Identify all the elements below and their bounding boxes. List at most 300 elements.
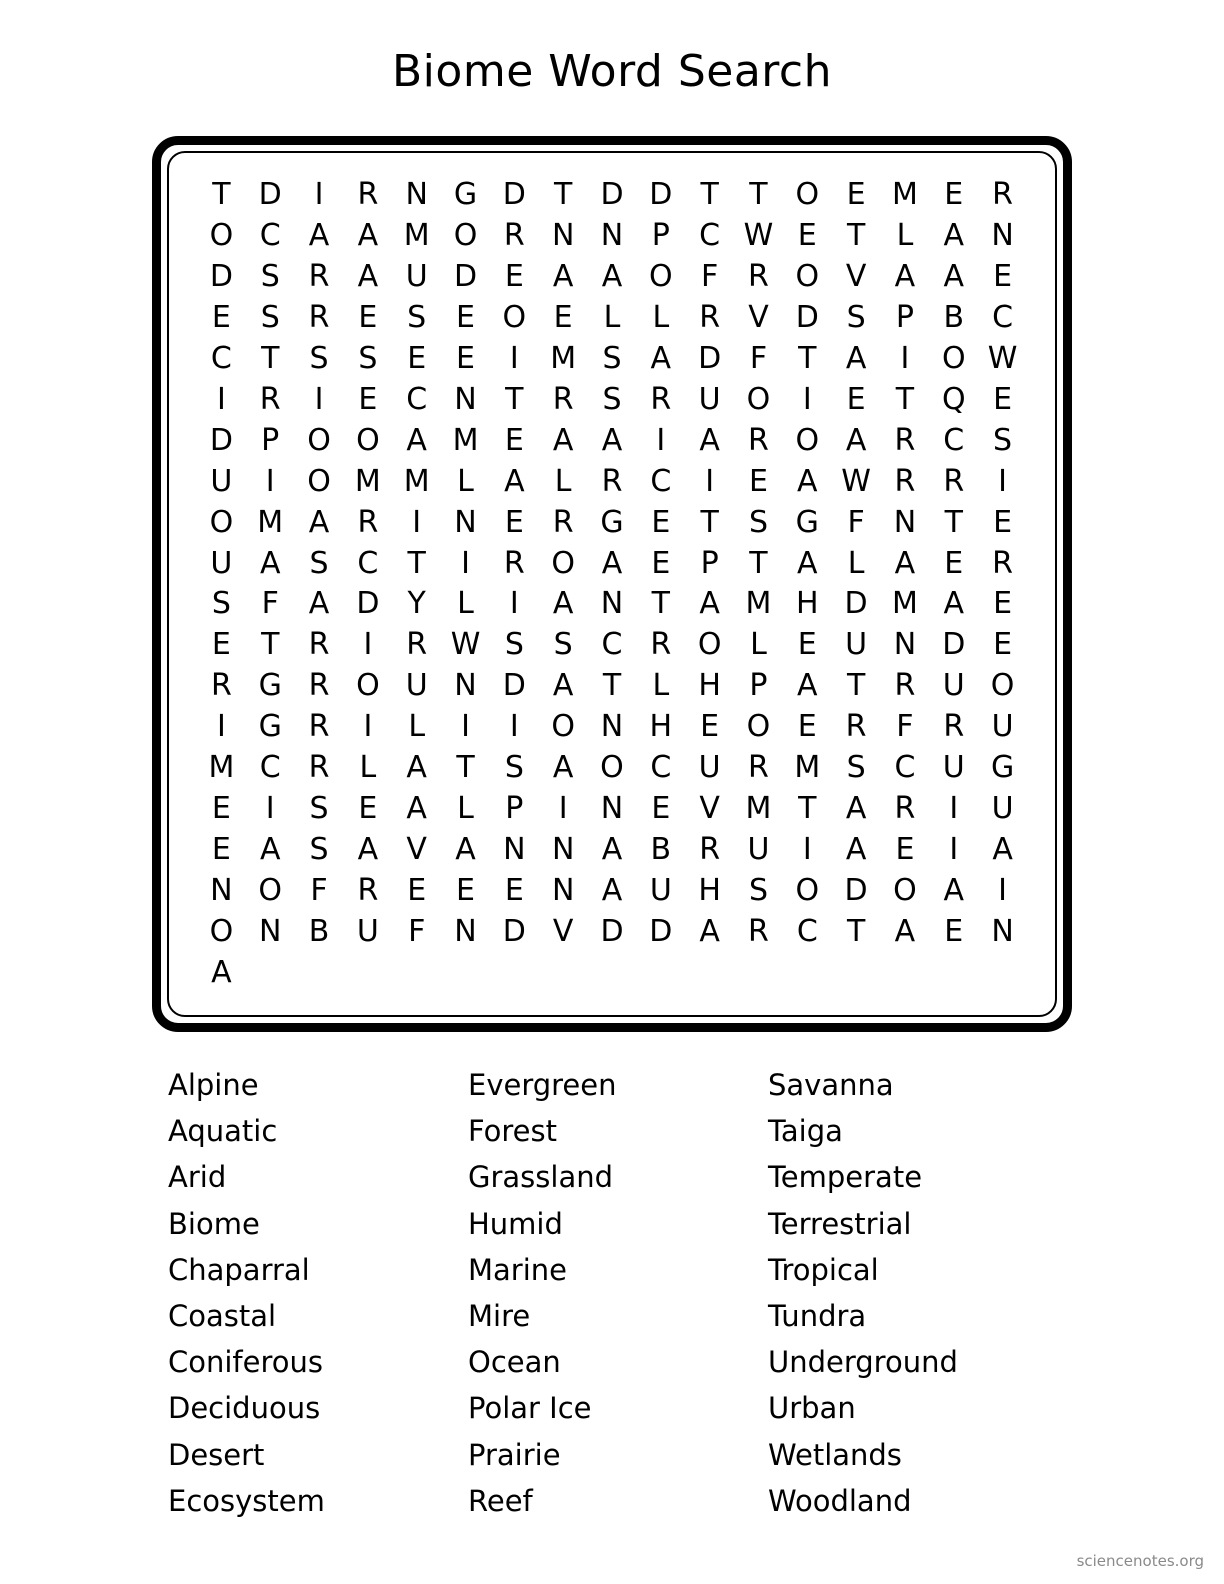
grid-cell: U	[210, 463, 233, 499]
grid-cell: E	[211, 790, 231, 826]
grid-cell: A	[357, 831, 379, 867]
grid-cell: A	[845, 790, 867, 826]
grid-cell: R	[357, 504, 379, 540]
word-list-item[interactable]: Marine	[468, 1252, 567, 1287]
grid-cell: N	[600, 709, 624, 745]
grid-cell: O	[795, 177, 820, 213]
word-list-item[interactable]: Arid	[168, 1160, 227, 1195]
grid-cell: H	[796, 586, 819, 622]
grid-cell: R	[748, 259, 769, 295]
grid-cell: M	[745, 790, 772, 826]
grid-cell: E	[651, 504, 671, 540]
letter-grid[interactable]	[197, 175, 1027, 993]
grid-cell: T	[602, 668, 622, 704]
grid-cell: L	[847, 545, 865, 581]
grid-cell: R	[308, 627, 330, 663]
grid-cell: N	[600, 218, 624, 254]
word-list-item[interactable]: Aquatic	[168, 1114, 278, 1149]
word-list-item[interactable]: Tundra	[768, 1299, 867, 1334]
grid-cell: A	[552, 586, 574, 622]
grid-cell: R	[552, 504, 574, 540]
word-list-item[interactable]: Biome	[168, 1206, 260, 1241]
grid-cell: C	[259, 218, 281, 254]
grid-cell: D	[356, 586, 380, 622]
grid-cell: N	[600, 790, 624, 826]
grid-cell: F	[408, 913, 426, 949]
grid-cell: R	[308, 259, 330, 295]
grid-cell: R	[503, 218, 525, 254]
grid-cell: U	[942, 750, 965, 786]
grid-cell: A	[845, 831, 867, 867]
grid-cell: M	[891, 586, 918, 622]
grid-cell: A	[552, 259, 574, 295]
grid-cell: Y	[407, 586, 426, 622]
grid-cell: F	[847, 504, 865, 540]
grid-cell: A	[797, 463, 818, 499]
grid-cell: R	[748, 750, 769, 786]
grid-cell: E	[407, 872, 427, 908]
grid-cell: R	[650, 381, 672, 417]
grid-cell: T	[651, 586, 670, 622]
grid-cell: A	[699, 913, 720, 949]
grid-cell: A	[894, 545, 916, 581]
grid-cell: N	[503, 831, 526, 867]
grid-cell: O	[990, 668, 1015, 704]
grid-cell: D	[502, 177, 526, 213]
grid-cell: A	[699, 586, 720, 622]
word-list-item[interactable]: Polar Ice	[468, 1391, 592, 1426]
grid-cell: O	[356, 668, 380, 704]
grid-cell: D	[502, 668, 526, 704]
grid-cell: S	[260, 300, 280, 336]
word-list-item[interactable]: Alpine	[168, 1068, 259, 1102]
grid-cell: A	[601, 872, 623, 908]
page-title: Biome Word Search	[392, 46, 832, 97]
grid-cell: F	[261, 586, 279, 622]
grid-cell: H	[649, 709, 673, 745]
grid-cell: A	[552, 422, 574, 458]
grid-cell: C	[894, 750, 916, 786]
grid-cell: S	[309, 545, 329, 581]
grid-cell: B	[943, 300, 965, 336]
grid-cell: U	[747, 831, 770, 867]
grid-cell: R	[503, 545, 525, 581]
grid-cell: E	[358, 381, 378, 417]
grid-cell: T	[700, 504, 719, 540]
grid-cell: A	[357, 259, 379, 295]
grid-cell: C	[650, 463, 672, 499]
grid-cell: L	[457, 790, 474, 826]
grid-cell: A	[894, 259, 916, 295]
grid-cell: R	[943, 709, 965, 745]
grid-cell: E	[944, 545, 964, 581]
grid-cell: W	[841, 463, 871, 499]
word-list-item[interactable]: Tropical	[768, 1252, 879, 1287]
grid-cell: E	[358, 300, 378, 336]
grid-cell: D	[844, 872, 868, 908]
grid-cell: E	[993, 627, 1013, 663]
grid-cell: T	[407, 545, 426, 581]
grid-cell: O	[893, 872, 917, 908]
grid-cell: D	[258, 177, 282, 213]
grid-cell: S	[260, 259, 280, 295]
grid-cell: O	[795, 872, 820, 908]
word-list-item[interactable]: Evergreen	[468, 1068, 617, 1102]
word-list-item[interactable]: Terrestrial	[768, 1206, 912, 1241]
grid-cell: C	[357, 545, 379, 581]
grid-cell: S	[309, 831, 329, 867]
grid-cell: I	[265, 463, 275, 499]
grid-cell: O	[502, 300, 527, 336]
grid-cell: A	[406, 750, 427, 786]
grid-cell: W	[743, 218, 774, 254]
grid-cell: E	[846, 177, 866, 213]
grid-cell: E	[748, 463, 768, 499]
grid-cell: E	[797, 627, 817, 663]
grid-cell: S	[602, 381, 622, 417]
word-list-item[interactable]: Woodland	[768, 1483, 912, 1518]
grid-cell: T	[798, 790, 817, 826]
grid-cell: R	[308, 300, 330, 336]
grid-cell: R	[894, 790, 916, 826]
grid-cell: U	[698, 750, 721, 786]
grid-cell: N	[454, 381, 477, 417]
grid-cell: O	[795, 259, 820, 295]
grid-cell: S	[846, 750, 866, 786]
grid-cell: E	[797, 709, 817, 745]
grid-cell: C	[601, 627, 623, 663]
grid-cell: I	[265, 790, 275, 826]
word-list-item[interactable]: Prairie	[468, 1437, 561, 1472]
grid-cell: R	[552, 381, 574, 417]
grid-cell: O	[795, 422, 820, 458]
grid-cell: A	[943, 872, 965, 908]
grid-cell: F	[701, 259, 719, 295]
grid-cell: O	[649, 259, 673, 295]
grid-cell: A	[601, 831, 623, 867]
grid-cell: E	[211, 300, 231, 336]
grid-cell: R	[748, 913, 769, 949]
grid-cell: C	[650, 750, 672, 786]
grid-cell: C	[943, 422, 965, 458]
grid-cell: N	[210, 872, 233, 908]
grid-cell: O	[746, 709, 771, 745]
grid-cell: L	[652, 668, 670, 704]
grid-cell: S	[309, 790, 329, 826]
grid-cell: E	[944, 913, 964, 949]
grid-cell: N	[991, 218, 1014, 254]
grid-cell: A	[259, 831, 281, 867]
source-credit: sciencenotes.org	[1076, 1552, 1204, 1570]
grid-cell: R	[748, 422, 769, 458]
grid-cell: G	[453, 177, 478, 213]
grid-cell: I	[314, 381, 324, 417]
grid-cell: B	[650, 831, 672, 867]
grid-cell: E	[993, 381, 1013, 417]
grid-cell: T	[895, 381, 915, 417]
word-list-item[interactable]: Savanna	[768, 1068, 894, 1102]
grid-cell: I	[949, 831, 959, 867]
grid-cell: N	[259, 913, 282, 949]
grid-cell: I	[802, 831, 812, 867]
grid-cell: I	[705, 463, 715, 499]
grid-cell: V	[552, 913, 574, 949]
grid-cell: D	[942, 627, 966, 663]
word-list-item[interactable]: Deciduous	[168, 1391, 321, 1426]
grid-cell: I	[509, 709, 519, 745]
grid-cell: A	[552, 668, 574, 704]
grid-cell: T	[749, 545, 768, 581]
grid-cell: A	[504, 463, 525, 499]
word-list-column	[768, 1062, 1068, 1524]
grid-cell: O	[209, 504, 234, 540]
grid-cell: D	[600, 177, 624, 213]
grid-cell: I	[461, 545, 470, 581]
grid-cell: R	[699, 300, 721, 336]
grid-cell: E	[700, 709, 720, 745]
grid-cell: E	[456, 341, 475, 377]
grid-cell: M	[550, 341, 577, 377]
grid-cell: A	[845, 422, 867, 458]
grid-cell: A	[455, 831, 476, 867]
grid-cell: N	[405, 177, 428, 213]
grid-cell: E	[797, 218, 817, 254]
grid-cell: G	[990, 750, 1015, 786]
grid-cell: A	[943, 218, 965, 254]
grid-cell: L	[359, 750, 377, 786]
grid-cell: A	[552, 750, 574, 786]
grid-cell: L	[457, 586, 474, 622]
word-list-column	[468, 1062, 768, 1524]
grid-cell: O	[307, 463, 331, 499]
grid-cell: S	[553, 627, 573, 663]
word-search-frame-inner	[167, 151, 1057, 1017]
grid-cell: I	[412, 504, 422, 540]
word-list-item[interactable]: Temperate	[768, 1160, 923, 1195]
word-list	[168, 1062, 1068, 1524]
grid-cell: T	[554, 177, 573, 213]
grid-cell: A	[406, 422, 427, 458]
grid-cell: S	[309, 341, 329, 377]
grid-cell: A	[308, 504, 330, 540]
grid-cell: L	[603, 300, 621, 336]
grid-cell: D	[209, 422, 233, 458]
grid-cell: E	[944, 177, 964, 213]
grid-cell: S	[407, 300, 427, 336]
grid-cell: S	[358, 341, 378, 377]
grid-cell: M	[403, 218, 430, 254]
grid-cell: U	[698, 381, 721, 417]
grid-cell: U	[356, 913, 379, 949]
grid-cell: U	[991, 790, 1014, 826]
grid-cell: O	[258, 872, 283, 908]
grid-cell: D	[600, 913, 624, 949]
grid-cell: O	[697, 627, 722, 663]
grid-cell: I	[949, 790, 959, 826]
grid-cell: P	[895, 300, 914, 336]
grid-cell: V	[748, 300, 769, 336]
grid-cell: U	[845, 627, 868, 663]
grid-cell: P	[700, 545, 719, 581]
grid-cell: D	[844, 586, 868, 622]
word-list-column	[168, 1062, 468, 1524]
grid-cell: I	[509, 586, 519, 622]
grid-cell: M	[403, 463, 430, 499]
grid-cell: E	[504, 872, 524, 908]
grid-cell: U	[210, 545, 233, 581]
grid-cell: I	[900, 341, 910, 377]
word-search-frame	[152, 136, 1072, 1032]
grid-cell: N	[991, 913, 1014, 949]
grid-cell: D	[649, 177, 673, 213]
grid-cell: A	[797, 545, 818, 581]
word-list-item[interactable]: Wetlands	[768, 1437, 902, 1472]
word-list-item[interactable]: Coniferous	[168, 1345, 323, 1380]
grid-cell: A	[650, 341, 672, 377]
grid-cell: E	[504, 422, 524, 458]
grid-cell: B	[308, 913, 330, 949]
grid-cell: R	[992, 545, 1013, 581]
grid-cell: S	[211, 586, 231, 622]
grid-cell: H	[698, 872, 721, 908]
grid-cell: A	[357, 218, 379, 254]
grid-cell: L	[554, 463, 572, 499]
grid-cell: S	[504, 627, 524, 663]
grid-cell: R	[308, 709, 330, 745]
grid-cell: T	[505, 381, 524, 417]
word-list-item[interactable]: Forest	[468, 1114, 557, 1149]
grid-cell: T	[700, 177, 719, 213]
grid-cell: O	[746, 381, 771, 417]
word-list-item[interactable]: Urban	[768, 1391, 856, 1426]
grid-cell: I	[216, 381, 226, 417]
grid-cell: G	[795, 504, 819, 540]
grid-cell: M	[257, 504, 284, 540]
grid-cell: R	[894, 463, 916, 499]
grid-cell: I	[216, 709, 226, 745]
grid-cell: I	[558, 790, 568, 826]
grid-cell: O	[209, 218, 234, 254]
word-list-item[interactable]: Taiga	[768, 1114, 843, 1149]
grid-cell: A	[943, 586, 965, 622]
grid-cell: C	[210, 341, 232, 377]
grid-cell: T	[846, 913, 866, 949]
grid-cell: I	[363, 627, 373, 663]
grid-cell: T	[261, 627, 280, 663]
grid-cell: R	[406, 627, 428, 663]
grid-cell: S	[846, 300, 866, 336]
grid-cell: I	[656, 422, 666, 458]
grid-cell: G	[258, 668, 282, 704]
grid-cell: O	[356, 422, 380, 458]
grid-cell: F	[310, 872, 328, 908]
grid-cell: A	[601, 545, 623, 581]
grid-cell: G	[258, 709, 282, 745]
word-list-item[interactable]: Desert	[168, 1437, 265, 1472]
grid-cell: M	[745, 586, 772, 622]
grid-cell: I	[998, 872, 1007, 908]
word-list-item[interactable]: Underground	[768, 1345, 958, 1380]
grid-cell: E	[993, 586, 1013, 622]
grid-cell: N	[600, 586, 624, 622]
grid-cell: R	[308, 750, 330, 786]
grid-cell: I	[509, 341, 519, 377]
grid-cell: E	[993, 504, 1013, 540]
grid-cell: P	[749, 668, 768, 704]
word-list-item[interactable]: Ocean	[468, 1345, 561, 1380]
grid-cell: U	[405, 668, 428, 704]
grid-cell: C	[406, 381, 428, 417]
grid-cell: T	[212, 177, 231, 213]
grid-cell: M	[794, 750, 821, 786]
grid-cell: T	[846, 218, 866, 254]
grid-cell: E	[846, 381, 866, 417]
word-list-item[interactable]: Reef	[468, 1483, 533, 1518]
grid-cell: A	[211, 954, 232, 990]
grid-cell: S	[602, 341, 622, 377]
grid-cell: N	[454, 668, 477, 704]
grid-cell: E	[211, 627, 231, 663]
grid-cell: R	[259, 381, 281, 417]
grid-cell: N	[454, 504, 477, 540]
grid-cell: E	[651, 790, 671, 826]
grid-cell: R	[601, 463, 623, 499]
grid-cell: U	[942, 668, 965, 704]
grid-cell: L	[652, 300, 670, 336]
grid-cell: U	[991, 709, 1014, 745]
word-list-item[interactable]: Coastal	[168, 1299, 277, 1334]
grid-cell: S	[993, 422, 1013, 458]
grid-cell: E	[456, 872, 475, 908]
grid-cell: R	[894, 422, 916, 458]
grid-cell: A	[601, 259, 623, 295]
grid-cell: N	[893, 504, 917, 540]
grid-cell: R	[894, 668, 916, 704]
grid-cell: D	[453, 259, 478, 295]
grid-cell: Q	[941, 381, 966, 417]
grid-cell: T	[261, 341, 280, 377]
grid-cell: T	[749, 177, 768, 213]
grid-cell: M	[354, 463, 381, 499]
grid-cell: U	[649, 872, 672, 908]
grid-cell: N	[551, 872, 575, 908]
grid-cell: P	[261, 422, 280, 458]
grid-cell: W	[987, 341, 1018, 377]
grid-cell: N	[893, 627, 917, 663]
word-list-item[interactable]: Mire	[468, 1299, 531, 1334]
grid-cell: D	[649, 913, 673, 949]
word-list-item[interactable]: Ecosystem	[168, 1483, 325, 1518]
grid-cell: E	[407, 341, 427, 377]
grid-cell: R	[845, 709, 867, 745]
grid-cell: R	[992, 177, 1013, 213]
grid-cell: A	[308, 586, 330, 622]
grid-cell: D	[795, 300, 819, 336]
grid-cell: L	[750, 627, 767, 663]
grid-cell: R	[699, 831, 721, 867]
grid-cell: E	[993, 259, 1013, 295]
word-list-item[interactable]: Humid	[468, 1206, 563, 1241]
word-list-item[interactable]: Grassland	[468, 1160, 613, 1195]
grid-cell: N	[551, 831, 575, 867]
grid-cell: O	[941, 341, 966, 377]
grid-cell: E	[504, 259, 524, 295]
word-list-item[interactable]: Chaparral	[168, 1252, 310, 1287]
grid-cell: A	[894, 913, 916, 949]
grid-cell: T	[944, 504, 963, 540]
grid-cell: O	[453, 218, 478, 254]
grid-cell: I	[363, 709, 373, 745]
